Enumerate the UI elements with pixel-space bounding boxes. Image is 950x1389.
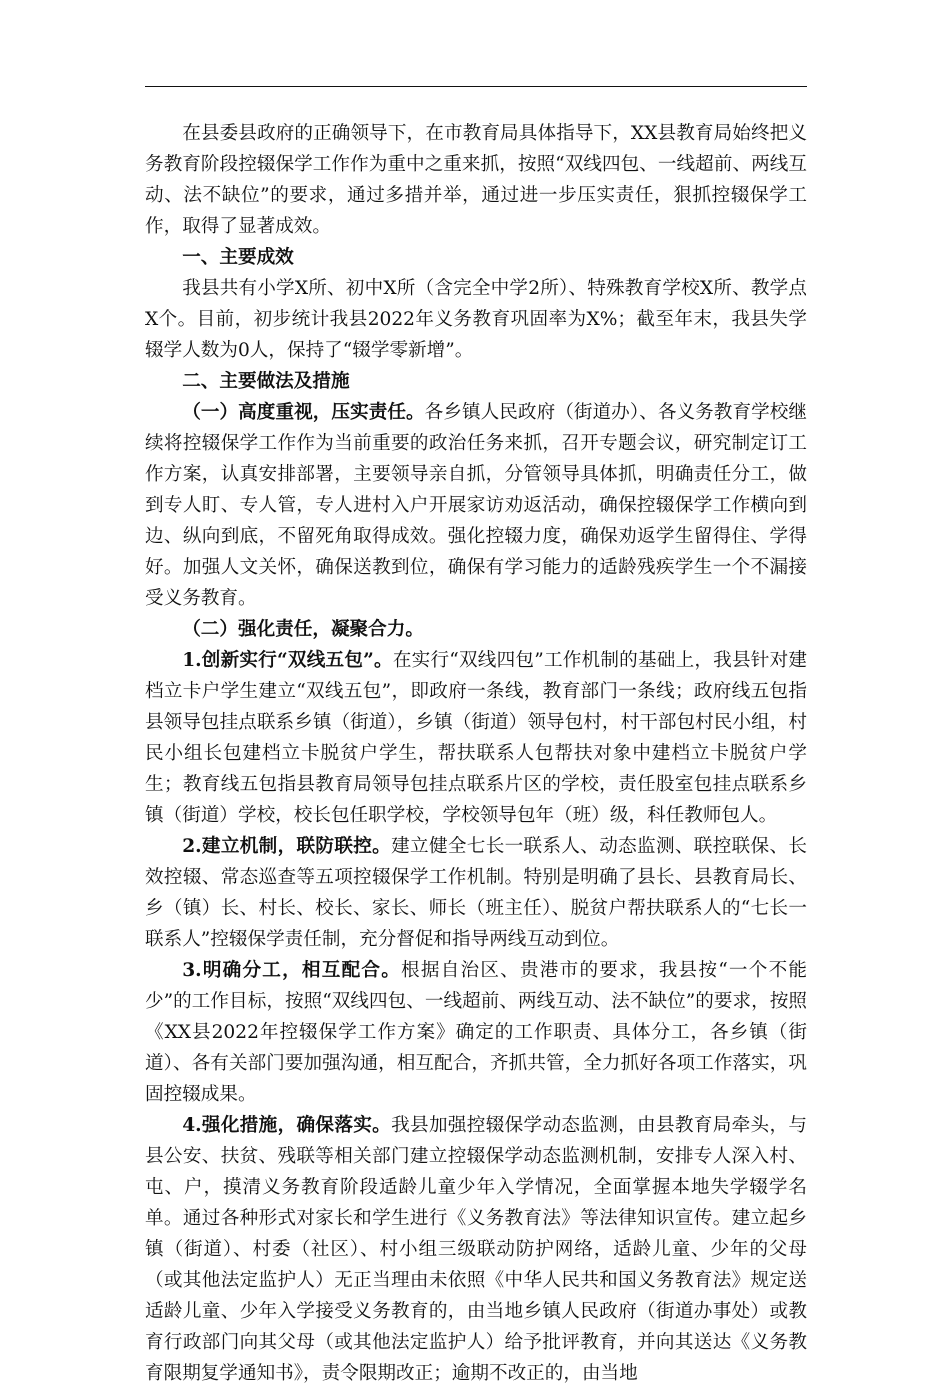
point-4-title: 4.强化措施，确保落实。 xyxy=(182,1115,392,1136)
point-2-title: 2.建立机制，联防联控。 xyxy=(182,836,392,857)
point-1-paragraph xyxy=(145,645,807,831)
point-1-body: 在实行“双线四包”工作机制的基础上，我县针对建档立卡户学生建立“双线五包”，即政府一条线，教育部门一条线；政府线五包指县领导包挂点联系乡镇（街道），乡镇（街道）领导包村，村干部包村民小组，村民小组长包建档立卡脱贫户学生，帮扶联系人包帮扶对象中建档立卡脱贫户学生；教育线五包指县教育局领导包挂点联系片区的学校，责任股室包挂点联系乡镇（街道）学校，校长包任职学校，学校领导包年（班）级，科任教师包人。 xyxy=(145,650,807,826)
header-rule xyxy=(145,86,807,87)
point-2-body: 建立健全七长一联系人、动态监测、联控联保、长效控辍、常态巡查等五项控辍保学工作机制。特别是明确了县长、县教育局长、乡（镇）长、村长、校长、家长、师长（班主任）、脱贫户帮扶联系人的“七长一联系人”控辍保学责任制，充分督促和指导两线互动到位。 xyxy=(145,836,807,950)
section-2-title: （二）强化责任，凝聚合力。 xyxy=(182,619,424,640)
point-3-body: 根据自治区、贵港市的要求，我县按“一个不能少”的工作目标，按照“双线四包、一线超前、两线互动、法不缺位”的要求，按照《XX县2022年控辍保学工作方案》确定的工作职责、具体分工，各乡镇（街道）、各有关部门要加强沟通，相互配合，齐抓共管，全力抓好各项工作落实，巩固控辍成果。 xyxy=(145,960,807,1105)
point-4-paragraph xyxy=(145,1110,807,1389)
point-1-title: 1.创新实行“双线五包”。 xyxy=(182,650,393,671)
point-4-body: 我县加强控辍保学动态监测，由县教育局牵头，与县公安、扶贫、残联等相关部门建立控辍保学动态监测机制，安排专人深入村、屯、户，摸清义务教育阶段适龄儿童少年入学情况，全面掌握本地失学辍学名单。通过各种形式对家长和学生进行《义务教育法》等法律知识宣传。建立起乡镇（街道）、村委（社区）、村小组三级联动防护网络，适龄儿童、少年的父母（或其他法定监护人）无正当理由未依照《中华人民共和国义务教育法》规定送适龄儿童、少年入学接受义务教育的，由当地乡镇人民政府（街道办事处）或教育行政部门向其父母（或其他法定监护人）给予批评教育，并向其送达《义务教育限期复学通知书》，责令限期改正；逾期不改正的，由当地 xyxy=(145,1115,807,1384)
results-paragraph: 我县共有小学X所、初中X所（含完全中学2所）、特殊教育学校X所、教学点X个。目前，初步统计我县2022年义务教育巩固率为X%；截至年末，我县失学辍学人数为0人，保持了“辍学零新增”。 xyxy=(145,278,807,361)
document-body xyxy=(145,118,807,1389)
heading-main-measures: 二、主要做法及措施 xyxy=(182,371,350,392)
point-3-paragraph xyxy=(145,955,807,1110)
section-1-title: （一）高度重视，压实责任。 xyxy=(182,402,425,423)
point-2-paragraph xyxy=(145,831,807,955)
heading-main-results: 一、主要成效 xyxy=(182,247,294,268)
point-3-title: 3.明确分工，相互配合。 xyxy=(182,960,402,981)
intro-paragraph: 在县委县政府的正确领导下，在市教育局具体指导下，XX县教育局始终把义务教育阶段控辍保学工作作为重中之重来抓，按照“双线四包、一线超前、两线互动、法不缺位”的要求，通过多措并举，通过进一步压实责任，狠抓控辍保学工作，取得了显著成效。 xyxy=(145,123,807,237)
section-1-paragraph xyxy=(145,397,807,614)
section-1-body: 各乡镇人民政府（街道办）、各义务教育学校继续将控辍保学工作作为当前重要的政治任务来抓，召开专题会议，研究制定订工作方案，认真安排部署，主要领导亲自抓，分管领导具体抓，明确责任分工，做到专人盯、专人管，专人进村入户开展家访劝返活动，确保控辍保学工作横向到边、纵向到底，不留死角取得成效。强化控辍力度，确保劝返学生留得住、学得好。加强人文关怀，确保送教到位，确保有学习能力的适龄残疾学生一个不漏接受义务教育。 xyxy=(145,402,807,609)
